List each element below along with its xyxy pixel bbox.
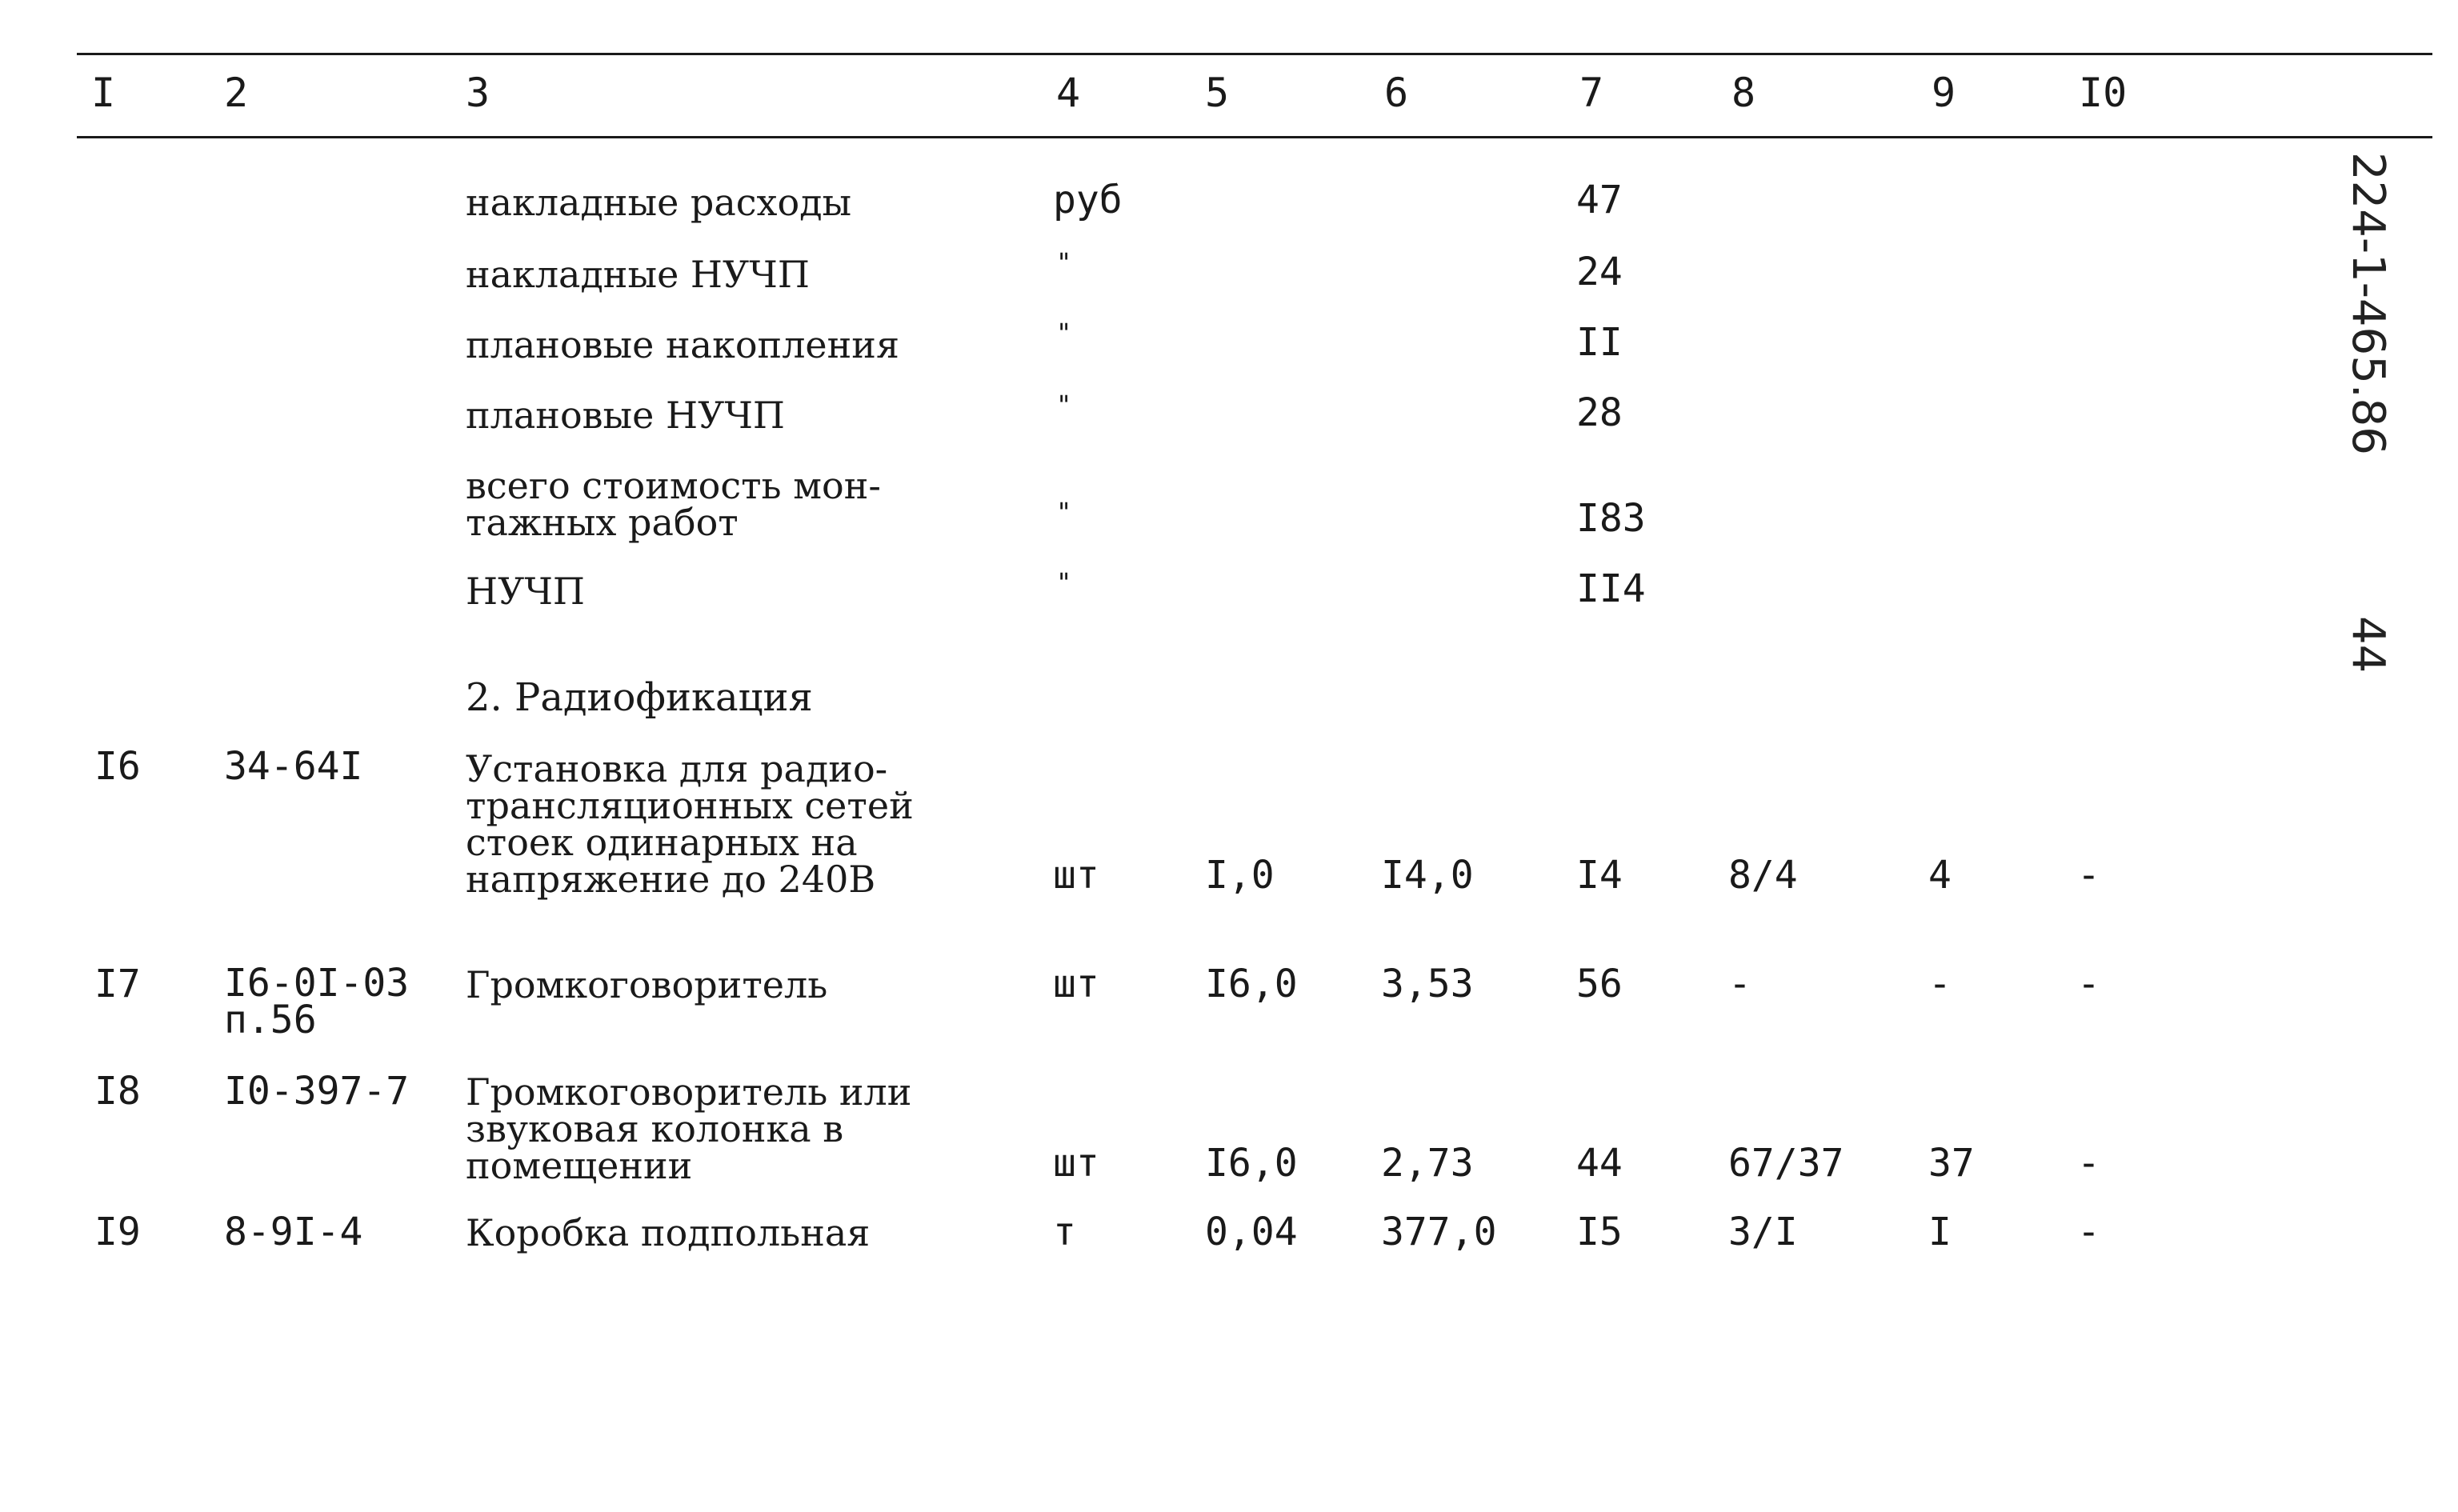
item-name: Громкоговоритель или звуковая колонка в помещении <box>466 1070 912 1187</box>
item-name: Коробка подпольная <box>466 1211 871 1254</box>
item-col-8: 67/37 <box>1728 1141 1844 1186</box>
item-col-8: 8/4 <box>1728 853 1798 898</box>
summary-total: II4 <box>1576 566 1646 611</box>
item-unit: шт <box>1053 962 1099 1006</box>
item-unit: шт <box>1053 853 1099 898</box>
header-bottom-rule <box>77 136 2432 138</box>
header-col-6: 6 <box>1384 70 1409 116</box>
item-col-10: - <box>2077 853 2100 898</box>
item-code: I0-397-7 <box>224 1069 410 1114</box>
item-total: 56 <box>1576 962 1623 1006</box>
summary-label: всего стоимость мон- тажных работ <box>466 464 881 544</box>
header-col-3: 3 <box>466 70 490 116</box>
summary-total: 24 <box>1576 250 1623 294</box>
header-top-rule <box>77 53 2432 55</box>
item-col-10: - <box>2077 1141 2100 1186</box>
summary-label: накладные расходы <box>466 181 852 224</box>
item-name: Громкоговоритель <box>466 963 828 1006</box>
item-col-9: 37 <box>1928 1141 1975 1186</box>
item-unit: т <box>1053 1210 1076 1254</box>
header-col-5: 5 <box>1205 70 1230 116</box>
item-total: 44 <box>1576 1141 1623 1186</box>
item-unit-price: 2,73 <box>1381 1141 1474 1186</box>
header-col-2: 2 <box>224 70 249 116</box>
summary-label: НУЧП <box>466 570 586 613</box>
item-col-9: I <box>1928 1210 1952 1254</box>
item-col-10: - <box>2077 962 2100 1006</box>
item-unit-price: I4,0 <box>1381 853 1474 898</box>
item-col-9: 4 <box>1928 853 1952 898</box>
header-col-1: I <box>91 70 116 116</box>
item-number: I6 <box>94 744 141 789</box>
summary-total: 28 <box>1576 390 1623 435</box>
ditto-mark: " <box>1056 567 1072 598</box>
header-col-7: 7 <box>1579 70 1604 116</box>
item-unit: шт <box>1053 1141 1099 1186</box>
item-col-10: - <box>2077 1210 2100 1254</box>
summary-total: 47 <box>1576 178 1623 222</box>
item-code: 8-9I-4 <box>224 1210 363 1254</box>
item-total: I4 <box>1576 853 1623 898</box>
summary-label: плановые накопления <box>466 323 899 366</box>
margin-document-code: 224-1-465.86 <box>2342 152 2394 455</box>
item-unit-price: 3,53 <box>1381 962 1474 1006</box>
ditto-mark: " <box>1056 247 1072 278</box>
item-code: I6-0I-03 п.56 <box>224 961 410 1042</box>
item-col-9: - <box>1928 962 1952 1006</box>
ditto-mark: " <box>1056 318 1072 348</box>
item-quantity: I,0 <box>1205 853 1275 898</box>
item-col-8: - <box>1728 962 1751 1006</box>
item-unit-price: 377,0 <box>1381 1210 1497 1254</box>
item-number: I7 <box>94 962 141 1006</box>
ditto-mark: " <box>1056 497 1072 527</box>
summary-unit: руб <box>1053 178 1123 222</box>
header-col-8: 8 <box>1731 70 1756 116</box>
summary-total: II <box>1576 320 1623 365</box>
header-col-10: I0 <box>2079 70 2128 116</box>
item-col-8: 3/I <box>1728 1210 1798 1254</box>
item-quantity: I6,0 <box>1205 962 1298 1006</box>
ditto-mark: " <box>1056 390 1072 420</box>
summary-label: накладные НУЧП <box>466 253 810 296</box>
summary-total: I83 <box>1576 496 1646 541</box>
item-quantity: 0,04 <box>1205 1210 1298 1254</box>
item-total: I5 <box>1576 1210 1623 1254</box>
summary-label: плановые НУЧП <box>466 394 786 437</box>
section-title: 2. Радиофикация <box>466 675 813 720</box>
item-number: I8 <box>94 1069 141 1114</box>
item-number: I9 <box>94 1210 141 1254</box>
item-name: Установка для радио- трансляционных сетей стоек одинарных на напряжение до 240В <box>466 747 914 901</box>
header-col-9: 9 <box>1932 70 1956 116</box>
margin-page-number: 44 <box>2342 616 2394 674</box>
item-quantity: I6,0 <box>1205 1141 1298 1186</box>
header-col-4: 4 <box>1056 70 1081 116</box>
item-code: 34-64I <box>224 744 363 789</box>
